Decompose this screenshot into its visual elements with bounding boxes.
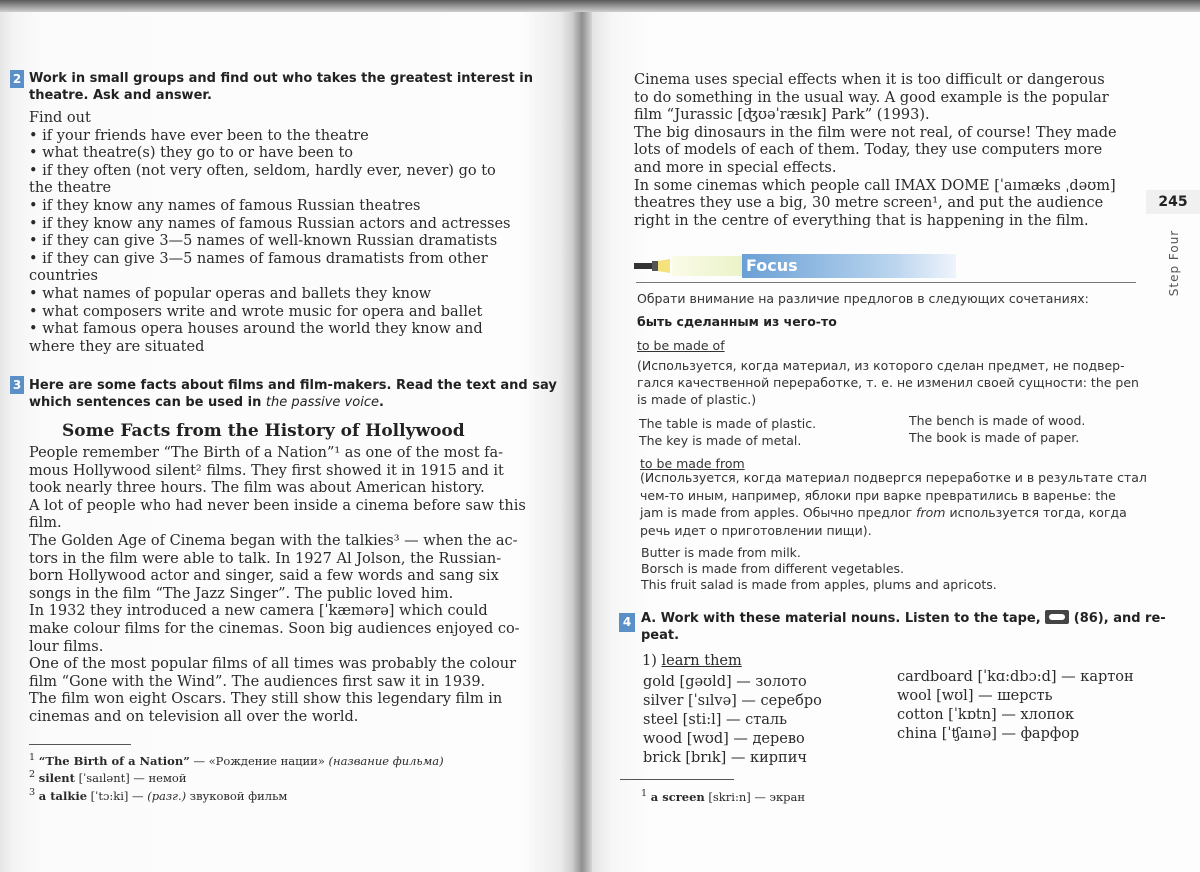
task-track: (86), and re- xyxy=(1073,611,1166,626)
explanation-line: is made of plastic.) xyxy=(637,392,757,407)
material-entry: cardboard [ˈkɑ:dbɔ:d] — картон xyxy=(897,669,1134,685)
article-line: A lot of people who had never been inside a cinema before saw this xyxy=(29,497,526,514)
footnote xyxy=(29,751,549,768)
explanation-line: чем-то иным, например, яблоки при варке превратились в варенье: the xyxy=(640,487,1116,503)
footnote-gloss: [skri:n] — экран xyxy=(704,789,806,804)
footnote-gloss: [ˈsaılənt] — немой xyxy=(74,771,187,786)
footnote-number: 1 xyxy=(29,752,36,763)
ex2-line: • if they know any names of famous Russian actors and actresses xyxy=(29,215,511,232)
article-line: mous Hollywood silent² films. They first showed it in 1915 and it xyxy=(29,462,504,479)
made-from-examples xyxy=(641,545,997,593)
material-entry: wood [wʊd] — дерево xyxy=(643,731,805,747)
exercise-2-task xyxy=(29,70,533,104)
ex2-line: • what composers write and wrote music for opera and ballet xyxy=(29,303,483,320)
footnote-term: a screen xyxy=(650,789,705,804)
right-text-line: In some cinemas which people call IMAX DOME [ˈaımæks ˌdəʊm] xyxy=(634,177,1116,194)
explanation-line: (Используется, когда материал подвергся переработке и в результате стал xyxy=(640,470,1147,485)
task-text: which sentences can be used in xyxy=(29,395,266,410)
made-from-explanation xyxy=(640,469,1145,539)
material-list-col2 xyxy=(897,668,1134,744)
article-line: film “Gone with the Wind”. The audiences first saw it in 1939. xyxy=(29,673,486,690)
made-of-explanation xyxy=(637,357,1142,408)
right-text-line: film “Jurassic [ʤʊəˈræsık] Park” (1993). xyxy=(634,107,930,124)
explanation-line: гался качественной переработке, т. е. не изменил своей сущности: the pen xyxy=(637,375,1139,390)
focus-heading: Focus xyxy=(742,254,956,278)
material-entry: steel [sti:l] — сталь xyxy=(643,712,788,728)
footnote-number: 3 xyxy=(29,786,36,798)
article-line: songs in the film “The Jazz Singer”. The public loved him. xyxy=(29,585,454,602)
focus-intro: Обрати внимание на различие предлогов в следующих сочетаниях: xyxy=(637,291,1089,306)
cassette-icon xyxy=(1045,610,1069,624)
example-sentence: The book is made of paper. xyxy=(909,430,1080,445)
material-entry: brick [brık] — кирпич xyxy=(643,750,807,766)
material-list-col1 xyxy=(643,673,822,768)
article-body xyxy=(29,445,529,727)
list-title: learn them xyxy=(661,653,742,669)
exercise-2-task-line-1: Work in small groups and find out who takes the greatest interest in xyxy=(29,71,533,86)
exercise-3-task-line-2 xyxy=(29,394,557,411)
page-number: 245 xyxy=(1146,190,1200,214)
focus-light-beam xyxy=(672,256,742,276)
exercise-4-task-line-1 xyxy=(641,610,1166,627)
material-entry: gold [gəʊld] — золото xyxy=(643,674,807,690)
ex2-line: • if they often (not very often, seldom, hardly ever, never) go to xyxy=(29,162,496,179)
footnote-italic: (название фильма) xyxy=(328,753,444,768)
ex2-line: • if they can give 3—5 names of well-known Russian dramatists xyxy=(29,233,498,250)
list-number: 1) xyxy=(642,653,662,669)
ex2-line: the theatre xyxy=(29,180,112,197)
step-side-label: Step Four xyxy=(1167,229,1181,297)
article-line: film. xyxy=(29,515,62,532)
ex2-line: countries xyxy=(29,268,98,285)
material-entry: wool [wʊl] — шерсть xyxy=(897,688,1053,704)
task-period: . xyxy=(378,395,384,410)
find-out-label: Find out xyxy=(29,110,91,126)
ex2-line: • what theatre(s) they go to or have been to xyxy=(29,145,354,162)
explanation-italic: from xyxy=(916,505,946,520)
made-of-label: to be made of xyxy=(637,338,725,353)
right-text-line: theatres they use a big, 30 metre screen¹, and put the audience xyxy=(634,195,1104,212)
exercise-3-number: 3 xyxy=(10,376,24,394)
example-sentence: Borsch is made from different vegetables. xyxy=(641,561,905,576)
example-sentence: The bench is made of wood. xyxy=(909,413,1086,428)
exercise-4-number: 4 xyxy=(619,613,635,632)
article-title: Some Facts from the History of Hollywood xyxy=(62,421,465,441)
ex2-line: • if they know any names of famous Russian theatres xyxy=(29,197,421,214)
right-text-line: lots of models of each of them. Today, they use computers more xyxy=(634,142,1103,159)
right-text-line: Cinema uses special effects when it is too difficult or dangerous xyxy=(634,72,1105,88)
exercise-2-task-line-2: theatre. Ask and answer. xyxy=(29,88,212,103)
exercise-3-task-line-1: Here are some facts about films and film-makers. Read the text and say xyxy=(29,378,557,393)
exercise-2-number: 2 xyxy=(10,70,24,88)
footnote-term: “The Birth of a Nation” xyxy=(38,753,190,768)
article-line: The Golden Age of Cinema began with the talkies³ — when the ac- xyxy=(29,532,518,549)
right-top-text xyxy=(634,72,1144,230)
example-sentence: The key is made of metal. xyxy=(639,433,802,448)
example-sentence: Butter is made from milk. xyxy=(641,545,801,560)
right-text-line: and more in special effects. xyxy=(634,159,837,176)
ex2-line: • what famous opera houses around the world they know and xyxy=(29,321,483,338)
ex2-line: where they are situated xyxy=(29,338,205,355)
task-italic: the passive voice xyxy=(265,395,379,410)
right-footnote xyxy=(641,788,805,804)
explanation-line xyxy=(640,504,1145,522)
exercise-4-task-line-2: peat. xyxy=(641,628,680,643)
article-line: lour films. xyxy=(29,638,104,655)
made-of-examples-right xyxy=(909,412,1085,446)
right-footnote-rule xyxy=(620,779,734,780)
footnote-tail: звуковой фильм xyxy=(186,788,288,803)
explanation-line: речь идет о приготовлении пищи). xyxy=(640,522,872,538)
article-line: tors in the film were able to talk. In 1927 Al Jolson, the Russian- xyxy=(29,550,502,567)
example-sentence: The table is made of plastic. xyxy=(639,416,817,431)
right-text-line: The big dinosaurs in the film were not real, of course! They made xyxy=(634,124,1117,141)
footnote-number: 2 xyxy=(29,769,36,781)
explanation-text: используется тогда, когда xyxy=(945,505,1127,520)
exercise-3-task xyxy=(29,377,557,411)
article-line: In 1932 they introduced a new camera [ˈkæmərə] which could xyxy=(29,603,488,620)
article-line: took nearly three hours. The film was about American history. xyxy=(29,480,485,497)
material-entry: silver [ˈsılvə] — серебро xyxy=(643,693,822,709)
article-line: One of the most popular films of all times was probably the colour xyxy=(29,656,517,673)
footnote-gloss: [ˈtɔ:ki] — xyxy=(87,788,148,803)
ex2-line: • what names of popular operas and ballets they know xyxy=(29,285,432,302)
example-sentence: This fruit salad is made from apples, plums and apricots. xyxy=(641,577,997,592)
right-text-line: to do something in the usual way. A good example is the popular xyxy=(634,89,1109,106)
footnote xyxy=(29,786,549,803)
footnote xyxy=(29,768,549,785)
material-list-label xyxy=(642,653,742,669)
book-gutter xyxy=(572,12,592,872)
article-line: born Hollywood actor and singer, said a few words and sang six xyxy=(29,568,499,585)
article-line: make colour films for the cinemas. Soon big audiences enjoyed co- xyxy=(29,620,520,637)
footnote-number: 1 xyxy=(641,788,648,799)
article-line: The film won eight Oscars. They still show this legendary film in xyxy=(29,691,503,708)
left-footnotes xyxy=(29,751,549,803)
article-line: People remember “The Birth of a Nation”¹ as one of the most fa- xyxy=(29,445,504,461)
made-of-examples-left xyxy=(639,415,816,449)
focus-subheading: быть сделанным из чего-то xyxy=(637,314,837,329)
right-text-line: right in the centre of everything that is happening in the film. xyxy=(634,212,1089,229)
exercise-4-task xyxy=(641,610,1166,644)
material-entry: cotton [ˈkɒtn] — хлопок xyxy=(897,707,1075,723)
task-text: A. Work with these material nouns. Listen to the tape, xyxy=(641,611,1041,626)
exercise-2-body xyxy=(29,110,529,356)
explanation-line: (Используется, когда материал, из которого сделан предмет, не подвер- xyxy=(637,358,1125,373)
ex2-line: • if they can give 3—5 names of famous dramatists from other xyxy=(29,250,488,267)
focus-rule xyxy=(636,282,1136,283)
explanation-text: jam is made from apples. Обычно предлог xyxy=(640,505,917,520)
footnote-term: a talkie xyxy=(38,788,88,803)
footnote-term: silent xyxy=(38,771,75,786)
footnote-italic: (разг.) xyxy=(147,788,187,803)
footnote-gloss: — «Рождение нации» xyxy=(189,753,329,768)
scan-top-edge xyxy=(0,0,1200,12)
flashlight-icon xyxy=(634,258,670,272)
article-line: cinemas and on television all over the world. xyxy=(29,708,359,725)
ex2-line: • if your friends have ever been to the theatre xyxy=(29,127,369,144)
footnote-rule xyxy=(29,744,131,745)
material-entry: china [ˈʧaınə] — фарфор xyxy=(897,726,1080,742)
made-from-label: to be made from xyxy=(640,456,745,471)
